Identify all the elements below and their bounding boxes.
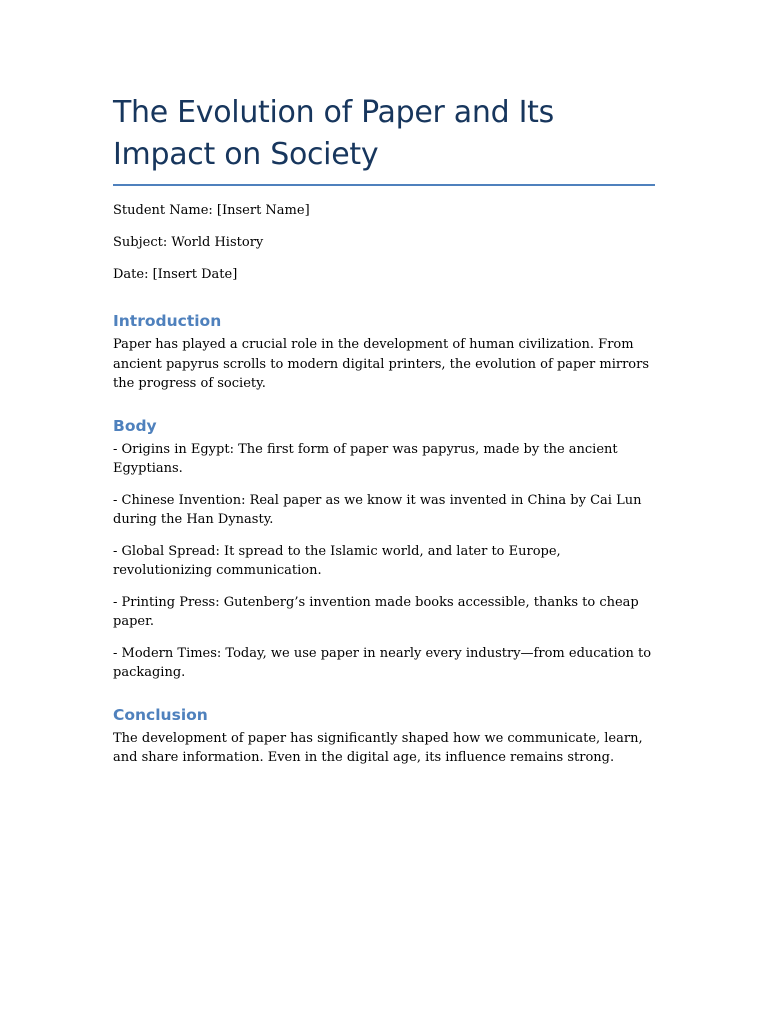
body-point-global-spread: - Global Spread: It spread to the Islamic world, and later to Europe, revolutionizing communication. xyxy=(113,543,561,578)
subject-line: Subject: World History xyxy=(113,235,264,250)
date-line: Date: [Insert Date] xyxy=(113,267,238,282)
body-point-printing-press: - Printing Press: Gutenberg’s invention made books accessible, thanks to cheap paper. xyxy=(113,594,639,629)
conclusion-paragraph: The development of paper has significantly shaped how we communicate, learn, and share information. Even in the digital age, its influence remains strong. xyxy=(113,730,643,765)
introduction-section xyxy=(113,311,655,394)
body-point-egypt: - Origins in Egypt: The first form of paper was papyrus, made by the ancient Egyptians. xyxy=(113,441,618,476)
introduction-heading: Introduction xyxy=(113,312,222,330)
document-title: The Evolution of Paper and Its Impact on Society xyxy=(113,95,554,172)
body-heading: Body xyxy=(113,416,157,435)
body-point-china: - Chinese Invention: Real paper as we know it was invented in China by Cai Lun during the Han Dynasty. xyxy=(113,492,642,527)
conclusion-heading: Conclusion xyxy=(113,705,208,724)
document-content xyxy=(113,92,655,780)
body-point-modern-times: - Modern Times: Today, we use paper in nearly every industry—from education to packaging. xyxy=(113,645,652,680)
title-underline-rule xyxy=(113,184,655,186)
introduction-paragraph: Paper has played a crucial role in the development of human civilization. From ancient papyrus scrolls to modern digital printers, the evolution of paper mirrors the progress of society. xyxy=(113,337,650,391)
student-name-line: Student Name: [Insert Name] xyxy=(113,203,310,218)
body-section xyxy=(113,416,655,683)
conclusion-section xyxy=(113,705,655,768)
